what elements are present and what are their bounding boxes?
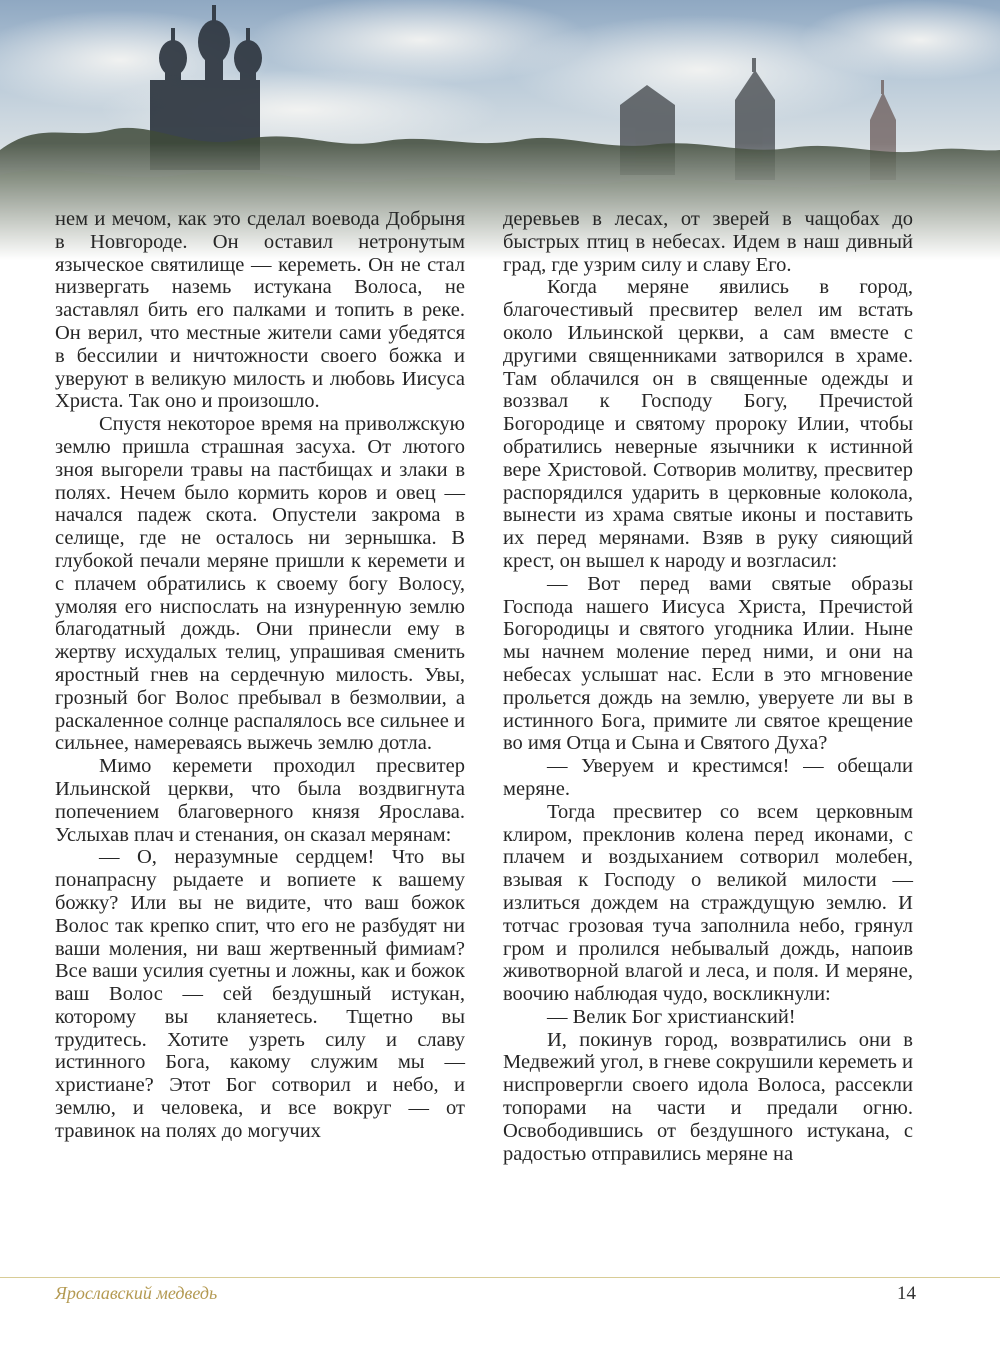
paragraph: — Вот перед вами святые образы Господа нашего Иисуса Христа, Пречистой Богородицы и святого угодника Илии. Ныне мы начнем моление перед ними, и они на небесах услышат нас. Если в это мгновение прольется дождь на землю, уверуете ли вы в истинного Бога, примите ли святое крещение во имя Отца и Сына и Святого Духа? — [503, 572, 913, 755]
paragraph: нем и мечом, как это сделал воевода Добрыня в Новгороде. Он оставил нетронутым языческое святилище — кереметь. Он не стал низвергать наземь истукана Волоса, не заставлял бить его палками и топить в реке. Он верил, что местные жители сами убедятся в бессилии и ничтожности своего божка и уверуют в великую милость и любовь Иисуса Христа. Так оно и произошло. — [55, 208, 465, 413]
text-column-left — [55, 208, 465, 1143]
paragraph: — О, неразумные сердцем! Что вы понапрасну рыдаете и вопиете к вашему божку? Или вы не видите, что ваш божок Волос так крепко спит, что его не разбудят ни ваши моления, ни ваш жертвенный фимиам? Все ваши усилия суетны и ложны, как и божок ваш Волос — сей бездушный истукан, которому вы кланяетесь. Тщетно вы трудитесь. Хотите узреть силу и славу истинного Бога, какому служим мы — христиане? Этот Бог сотворил и небо, и землю, и человека, и все вокруг — от травинок на полях до могучих — [55, 846, 465, 1142]
running-footer-title: Ярославский медведь — [55, 1283, 218, 1303]
paragraph: Мимо керемети проходил пресвитер Ильинской церкви, что была воздвигнута попечением благоверного князя Ярослава. Услыхав плач и стенания, он сказал мерянам: — [55, 755, 465, 846]
paragraph: Спустя некоторое время на приволжскую землю пришла страшная засуха. От лютого зноя выгорели травы на пастбищах и злаки в полях. Нечем было кормить коров и овец — начался падеж скота. Опустели закрома в селище, где не осталось ни зернышка. В глубокой печали меряне пришли к керемети и с плачем обратились к своему богу Волосу, умоляя его ниспослать на изнуренную землю благодатный дождь. Они принесли ему в жертву исхудалых телиц, упрашивая сменить яростный гнев на сердечную милость. Увы, грозный бог Волос пребывал в безмолвии, а раскаленное солнце распалялось все сильнее и сильнее, намереваясь выжечь землю дотла. — [55, 413, 465, 755]
text-column-right — [503, 208, 913, 1165]
paragraph: Тогда пресвитер со всем церковным клиром, преклонив колена перед иконами, с плачем и воздыханием сотворил молебен, взывая к Господу о великой милости — излиться дождем на страждущую землю. И тотчас грозовая туча заполнила небо, грянул гром и пролился небывалый дождь, напоив животворной влагой и леса, и поля. И меряне, воочию наблюдая чудо, воскликнули: — [503, 800, 913, 1006]
footer-divider — [0, 1277, 1000, 1278]
paragraph: Когда меряне явились в город, благочестивый пресвитер велел им встать около Ильинской церкви, а сам вместе с другими священниками затворился в храме. Там облачился он в священные одежды и воззвал к Господу Богу, Пречистой Богородице и святому пророку Илии, чтобы обратились неверные язычники к истинной вере Христовой. Сотворив молитву, пресвитер распорядился ударить в церковные колокола, вынести из храма святые иконы и поставить их перед мерянами. Взяв в руку сияющий крест, он вышел к народу и возгласил: — [503, 276, 913, 572]
paragraph: деревьев в лесах, от зверей в чащобах до быстрых птиц в небесах. Идем в наш дивный град, где узрим силу и славу Его. — [503, 208, 913, 276]
paragraph: — Велик Бог христианский! — [547, 1005, 796, 1028]
paragraph: И, покинув город, возвратились они в Медвежий угол, в гневе сокрушили кереметь и ниспровергли своего идола Волоса, рассекли топорами на части и предали огню. Освободившись от бездушного истукана, с радостью отправились меряне на — [503, 1028, 913, 1165]
paragraph: — Уверуем и крестимся! — обещали меряне. — [503, 755, 913, 800]
page-number: 14 — [897, 1283, 916, 1304]
